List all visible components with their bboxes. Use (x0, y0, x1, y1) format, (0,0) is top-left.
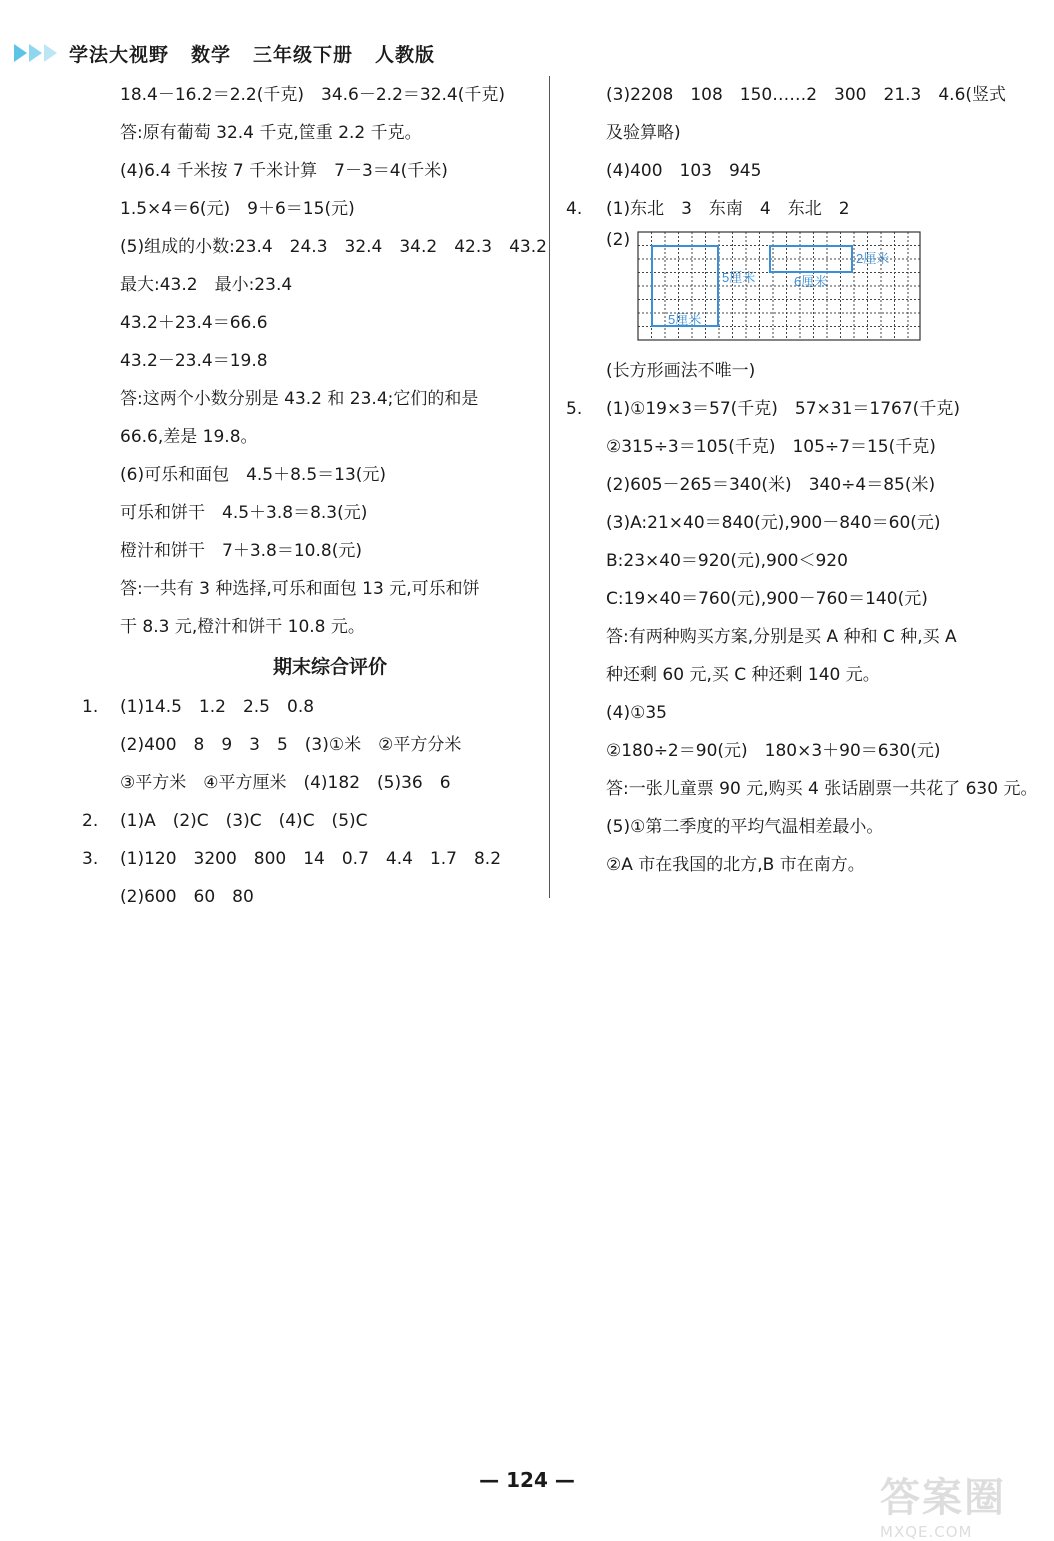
answer-text: ③平方米 ④平方厘米 (4)182 (5)36 6 (120, 773, 451, 793)
answer-text: (3)A:21×40＝840(元),900－840＝60(元) (606, 513, 941, 533)
answer-line (566, 770, 1036, 808)
answer-line (566, 190, 1036, 228)
answer-line (120, 456, 540, 494)
answer-line (566, 542, 1036, 580)
answer-text: 及验算略) (606, 123, 681, 143)
left-column (82, 76, 547, 916)
answer-line (566, 114, 1036, 152)
answer-line (120, 726, 540, 764)
column-divider (549, 76, 550, 898)
label-5cm-side: 5厘米 (722, 270, 756, 285)
answer-line (120, 608, 540, 646)
answer-text: (4)400 103 945 (606, 161, 762, 181)
answer-line (120, 266, 540, 304)
rectangle-grid-diagram (634, 228, 924, 346)
answer-text: ②315÷3＝105(千克) 105÷7＝15(千克) (606, 437, 936, 457)
answer-text: (2)605－265＝340(米) 340÷4＝85(米) (606, 475, 936, 495)
question-number: 4. (566, 199, 583, 219)
answer-text: (1)120 3200 800 14 0.7 4.4 1.7 8.2 (120, 849, 502, 869)
answer-line (120, 304, 540, 342)
grid-figure (566, 228, 1036, 352)
answer-text: 干 8.3 元,橙汁和饼干 10.8 元。 (120, 617, 365, 637)
answer-text: (1)14.5 1.2 2.5 0.8 (120, 697, 315, 717)
label-2cm: 2厘米 (856, 251, 890, 266)
answer-line (566, 428, 1036, 466)
answer-line (566, 76, 1036, 114)
header-subject: 数学 (191, 43, 232, 66)
right-column (566, 76, 1036, 884)
answer-line (566, 352, 1036, 390)
watermark-text: 答案圈 (880, 1475, 1006, 1521)
answer-text: (长方形画法不唯一) (606, 361, 756, 381)
answer-line (566, 808, 1036, 846)
answer-text: B:23×40＝920(元),900＜920 (606, 551, 848, 571)
answer-line (120, 114, 540, 152)
section-title: 期末综合评价 (272, 656, 387, 678)
label-5cm-bottom: 5厘米 (668, 312, 702, 327)
answer-text: 18.4－16.2＝2.2(千克) 34.6－2.2＝32.4(千克) (120, 85, 506, 105)
answer-text: 种还剩 60 元,买 C 种还剩 140 元。 (606, 665, 880, 685)
answer-line (566, 466, 1036, 504)
answer-line (120, 152, 540, 190)
answer-line (566, 732, 1036, 770)
answer-text: ②180÷2＝90(元) 180×3＋90＝630(元) (606, 741, 941, 761)
answer-text: ②A 市在我国的北方,B 市在南方。 (606, 855, 865, 875)
answer-text: 最大:43.2 最小:23.4 (120, 275, 293, 295)
answer-text: 66.6,差是 19.8。 (120, 427, 258, 447)
answer-line (120, 878, 540, 916)
answer-text: 可乐和饼干 4.5＋3.8＝8.3(元) (120, 503, 368, 523)
answer-line (120, 764, 540, 802)
answer-line (120, 532, 540, 570)
answer-text: 橙汁和饼干 7＋3.8＝10.8(元) (120, 541, 362, 561)
header-grade: 三年级下册 (253, 43, 354, 66)
answer-line (120, 380, 540, 418)
answer-line (566, 846, 1036, 884)
question-number: 5. (566, 399, 583, 419)
answer-line (82, 688, 540, 726)
answer-text: 答:一共有 3 种选择,可乐和面包 13 元,可乐和饼 (120, 579, 480, 599)
answer-line (566, 504, 1036, 542)
answer-text: 1.5×4＝6(元) 9＋6＝15(元) (120, 199, 355, 219)
watermark-url: MXQE.COM (880, 1523, 973, 1541)
label-6cm: 6厘米 (794, 274, 828, 289)
answer-text: 答:一张儿童票 90 元,购买 4 张话剧票一共花了 630 元。 (606, 779, 1038, 799)
answer-line (82, 802, 540, 840)
answer-line (120, 190, 540, 228)
answer-text: (3)2208 108 150……2 300 21.3 4.6(竖式 (606, 85, 1007, 105)
answer-text: 43.2＋23.4＝66.6 (120, 313, 268, 333)
answer-line (120, 570, 540, 608)
answer-line (120, 494, 540, 532)
question-number: 3. (82, 849, 99, 869)
answer-line (566, 152, 1036, 190)
answer-line (566, 694, 1036, 732)
answer-text: (1)东北 3 东南 4 东北 2 (606, 199, 850, 219)
page-header (14, 38, 457, 68)
answer-line (566, 618, 1036, 656)
answer-text: C:19×40＝760(元),900－760＝140(元) (606, 589, 928, 609)
watermark-logo (880, 1466, 1046, 1541)
answer-text: 43.2－23.4＝19.8 (120, 351, 268, 371)
answer-text: (4)6.4 千米按 7 千米计算 7－3＝4(千米) (120, 161, 448, 181)
answer-text: 答:原有葡萄 32.4 千克,筐重 2.2 千克。 (120, 123, 422, 143)
header-book-title: 学法大视野 (69, 43, 170, 66)
answer-line (566, 580, 1036, 618)
answer-text: 答:有两种购买方案,分别是买 A 种和 C 种,买 A (606, 627, 957, 647)
answer-text: (2)400 8 9 3 5 (3)①米 ②平方分米 (120, 735, 462, 755)
answer-line (82, 840, 540, 878)
answer-line (120, 228, 547, 266)
arrow-decoration-icon (14, 44, 59, 62)
question-number: 1. (82, 697, 99, 717)
answer-line (566, 390, 1036, 428)
answer-text: (6)可乐和面包 4.5＋8.5＝13(元) (120, 465, 387, 485)
grid-label: (2) (606, 230, 631, 250)
answer-text: 答:这两个小数分别是 43.2 和 23.4;它们的和是 (120, 389, 479, 409)
answer-text: (5)①第二季度的平均气温相差最小。 (606, 817, 884, 837)
answer-line (120, 342, 540, 380)
answer-line (120, 76, 540, 114)
answer-text: (1)①19×3＝57(千克) 57×31＝1767(千克) (606, 399, 960, 419)
answer-text: (2)600 60 80 (120, 887, 254, 907)
answer-line (566, 656, 1036, 694)
answer-text: (4)①35 (606, 703, 667, 723)
page-number: — 124 — (479, 1468, 575, 1492)
answer-text: (1)A (2)C (3)C (4)C (5)C (120, 811, 368, 831)
answer-line (120, 418, 540, 456)
answer-text: (5)组成的小数:23.4 24.3 32.4 34.2 42.3 43.2 (120, 237, 547, 257)
question-number: 2. (82, 811, 99, 831)
header-edition: 人教版 (375, 43, 436, 66)
